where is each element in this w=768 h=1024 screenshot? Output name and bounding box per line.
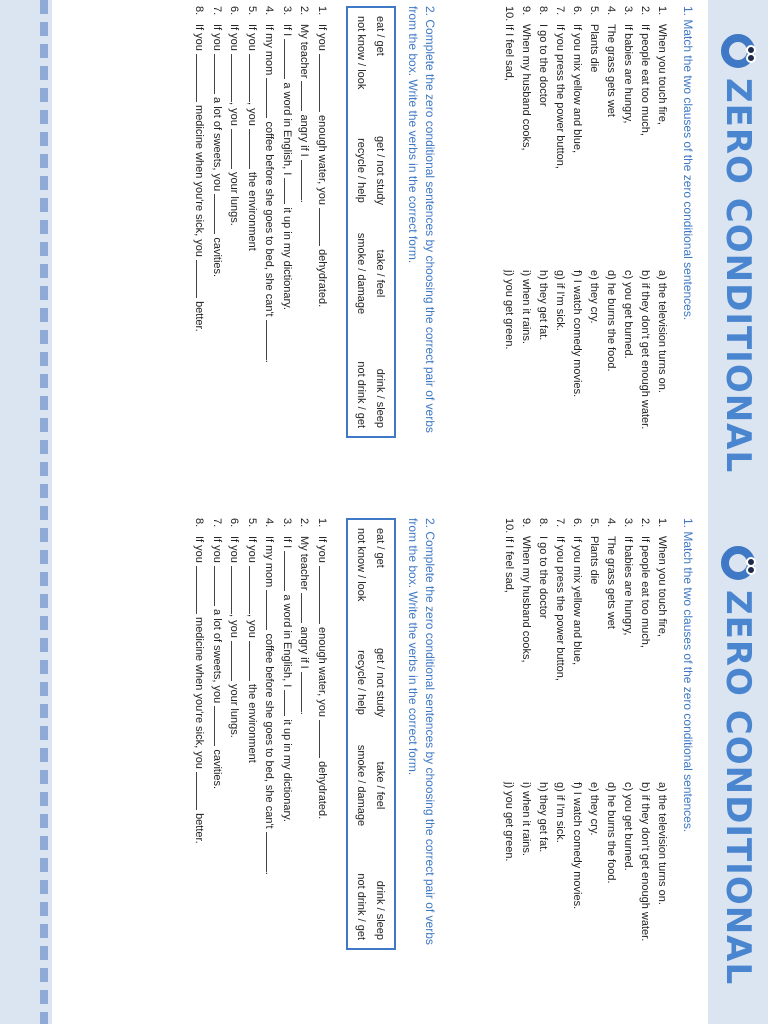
clause-item: 2.If people eat too much,: [639, 6, 651, 136]
clause-item: 3.If babies are hungry,: [622, 518, 634, 636]
answer-blank[interactable]: [249, 129, 260, 169]
clause-item: 8.I go to the doctor: [537, 6, 549, 107]
clause-item: 1.When you touch fire,: [656, 518, 668, 637]
sentence-item: 1.If you enough water, you dehydrated.: [316, 6, 328, 308]
clause-option: g) if I'm sick.: [554, 782, 566, 843]
clause-item: 4.The grass gets wet: [605, 518, 617, 629]
verb-pair: not know / look: [355, 528, 368, 602]
answer-blank[interactable]: [197, 54, 208, 102]
verb-pair: get / not study: [374, 647, 387, 718]
verb-pair: not drink / get: [355, 873, 368, 940]
verb-pair: drink / sleep: [374, 880, 387, 940]
clause-item: 1.When you touch fire,: [656, 6, 668, 125]
clause-option: e) they cry.: [588, 782, 600, 836]
verb-pair: not drink / get: [355, 361, 368, 428]
clause-option: i) when it rains.: [520, 782, 532, 856]
answer-blank[interactable]: [267, 320, 278, 360]
clause-option: d) he burns the food.: [605, 782, 617, 884]
clause-option: a) the television turns on.: [656, 270, 668, 393]
sentence-item: 2.My teacher angry if I .: [298, 518, 311, 715]
answer-blank[interactable]: [232, 641, 243, 681]
worksheet-copy-2: [52, 512, 768, 1024]
answer-blank[interactable]: [232, 129, 243, 169]
answer-blank[interactable]: [232, 566, 243, 614]
verb-pair: get / not study: [374, 135, 387, 206]
exercise1-left-clauses: [500, 518, 670, 681]
clause-item: 4.The grass gets wet: [605, 6, 617, 117]
clause-item: 6.If you mix yellow and blue,: [571, 6, 583, 154]
worksheet-title: ZERO CONDITIONAL: [718, 78, 758, 474]
clause-item: 9.When my husband cooks,: [520, 6, 532, 151]
clause-item: 2.If people eat too much,: [639, 518, 651, 648]
worksheet-copy-1: [52, 0, 768, 512]
answer-blank[interactable]: [284, 39, 295, 79]
worksheet: [52, 0, 768, 1024]
clause-option: h) they get fat.: [537, 270, 549, 341]
answer-blank[interactable]: [302, 672, 313, 712]
clause-item: 7.If you press the power button,: [554, 6, 566, 169]
verb-pair: not know / look: [355, 16, 368, 90]
zero-face-icon: [721, 546, 755, 580]
verb-pair: take / feel: [374, 761, 387, 810]
answer-blank[interactable]: [302, 81, 313, 111]
clause-item: 5.Plants die: [588, 518, 600, 585]
clause-option: d) he burns the food.: [605, 270, 617, 372]
sentence-item: 6.If you , you your lungs.: [228, 518, 241, 738]
answer-blank[interactable]: [319, 54, 330, 112]
verb-pair: eat / get: [374, 16, 387, 56]
exercise1-instruction: 1. Match the two clauses of the zero conditional sentences.: [681, 518, 695, 833]
answer-blank[interactable]: [267, 78, 278, 118]
clause-option: j) you get green.: [503, 270, 515, 350]
answer-blank[interactable]: [267, 832, 278, 872]
exercise2-instruction: 2. Complete the zero conditional sentences by choosing the correct pair of verbs from the box. Write the verbs in the correct form.: [406, 518, 437, 945]
answer-blank[interactable]: [214, 706, 225, 746]
sentence-item: 8.If you medicine when you're sick, you better.: [193, 518, 206, 844]
sentence-item: 5.If you , you the environment: [246, 6, 258, 251]
verb-pair: smoke / damage: [355, 232, 368, 315]
cut-line: [40, 0, 48, 1024]
clause-option: i) when it rains.: [520, 270, 532, 344]
clause-item: 10.If I feel sad,: [503, 518, 515, 593]
clause-option: a) the television turns on.: [656, 782, 668, 905]
answer-blank[interactable]: [214, 194, 225, 234]
sentence-item: 5.If you , you the environment: [246, 518, 258, 763]
answer-blank[interactable]: [197, 260, 208, 298]
clause-item: 5.Plants die: [588, 6, 600, 73]
sentence-item: 3.If I a word in English, I it up in my dictionary.: [281, 518, 293, 822]
answer-blank[interactable]: [197, 566, 208, 614]
answer-blank[interactable]: [267, 590, 278, 630]
answer-blank[interactable]: [319, 208, 330, 246]
exercise2-sentences: [190, 518, 330, 875]
answer-blank[interactable]: [284, 178, 295, 204]
verb-pair: take / feel: [374, 249, 387, 298]
clause-option: h) they get fat.: [537, 782, 549, 853]
answer-blank[interactable]: [319, 720, 330, 758]
answer-blank[interactable]: [302, 160, 313, 200]
clause-item: 8.I go to the doctor: [537, 518, 549, 619]
clause-option: b) if they don't get enough water.: [639, 782, 651, 942]
answer-blank[interactable]: [249, 641, 260, 681]
exercise1-instruction: 1. Match the two clauses of the zero conditional sentences.: [681, 6, 695, 321]
verb-box: [346, 6, 396, 438]
clause-item: 10.If I feel sad,: [503, 6, 515, 81]
sentence-item: 3.If I a word in English, I it up in my dictionary.: [281, 6, 293, 310]
exercise2-sentences: [190, 6, 330, 363]
sentence-item: 2.My teacher angry if I .: [298, 6, 311, 203]
answer-blank[interactable]: [302, 593, 313, 623]
answer-blank[interactable]: [284, 551, 295, 591]
clause-option: f) I watch comedy movies.: [571, 782, 583, 910]
clause-option: j) you get green.: [503, 782, 515, 862]
answer-blank[interactable]: [249, 566, 260, 614]
sentence-item: 7.If you a lot of sweets, you cavities.: [211, 518, 223, 790]
clause-item: 7.If you press the power button,: [554, 518, 566, 681]
exercise2-instruction: 2. Complete the zero conditional sentences by choosing the correct pair of verbs from the box. Write the verbs in the correct form.: [406, 6, 437, 433]
exercise1-right-clauses: [500, 782, 670, 941]
verb-pair: drink / sleep: [374, 368, 387, 428]
verb-pair: smoke / damage: [355, 744, 368, 827]
sentence-item: 7.If you a lot of sweets, you cavities.: [211, 6, 223, 278]
exercise1-left-clauses: [500, 6, 670, 169]
verb-box: [346, 518, 396, 950]
clause-item: 6.If you mix yellow and blue,: [571, 518, 583, 666]
clause-option: c) you get burned.: [622, 270, 634, 359]
answer-blank[interactable]: [249, 54, 260, 102]
answer-blank[interactable]: [214, 566, 225, 606]
title-block: [718, 546, 758, 985]
sentence-item: 1.If you enough water, you dehydrated.: [316, 518, 328, 820]
sentence-item: 4.If my mom coffee before she goes to bed, she can't .: [263, 518, 276, 875]
verb-pair: eat / get: [374, 528, 387, 568]
answer-blank[interactable]: [284, 690, 295, 716]
answer-blank[interactable]: [197, 772, 208, 810]
verb-pair: recycle / help: [355, 138, 368, 203]
sentence-item: 8.If you medicine when you're sick, you better.: [193, 6, 206, 332]
title-block: [718, 34, 758, 473]
zero-face-icon: [721, 34, 755, 68]
clause-item: 3.If babies are hungry,: [622, 6, 634, 124]
answer-blank[interactable]: [319, 566, 330, 624]
clause-option: b) if they don't get enough water.: [639, 270, 651, 430]
clause-option: f) I watch comedy movies.: [571, 270, 583, 398]
clause-option: e) they cry.: [588, 270, 600, 324]
verb-pair: recycle / help: [355, 650, 368, 715]
exercise1-right-clauses: [500, 270, 670, 429]
sentence-item: 4.If my mom coffee before she goes to bed, she can't .: [263, 6, 276, 363]
answer-blank[interactable]: [232, 54, 243, 102]
worksheet-title: ZERO CONDITIONAL: [718, 590, 758, 986]
clause-option: c) you get burned.: [622, 782, 634, 871]
answer-blank[interactable]: [214, 54, 225, 94]
clause-option: g) if I'm sick.: [554, 270, 566, 331]
clause-item: 9.When my husband cooks,: [520, 518, 532, 663]
sentence-item: 6.If you , you your lungs.: [228, 6, 241, 226]
